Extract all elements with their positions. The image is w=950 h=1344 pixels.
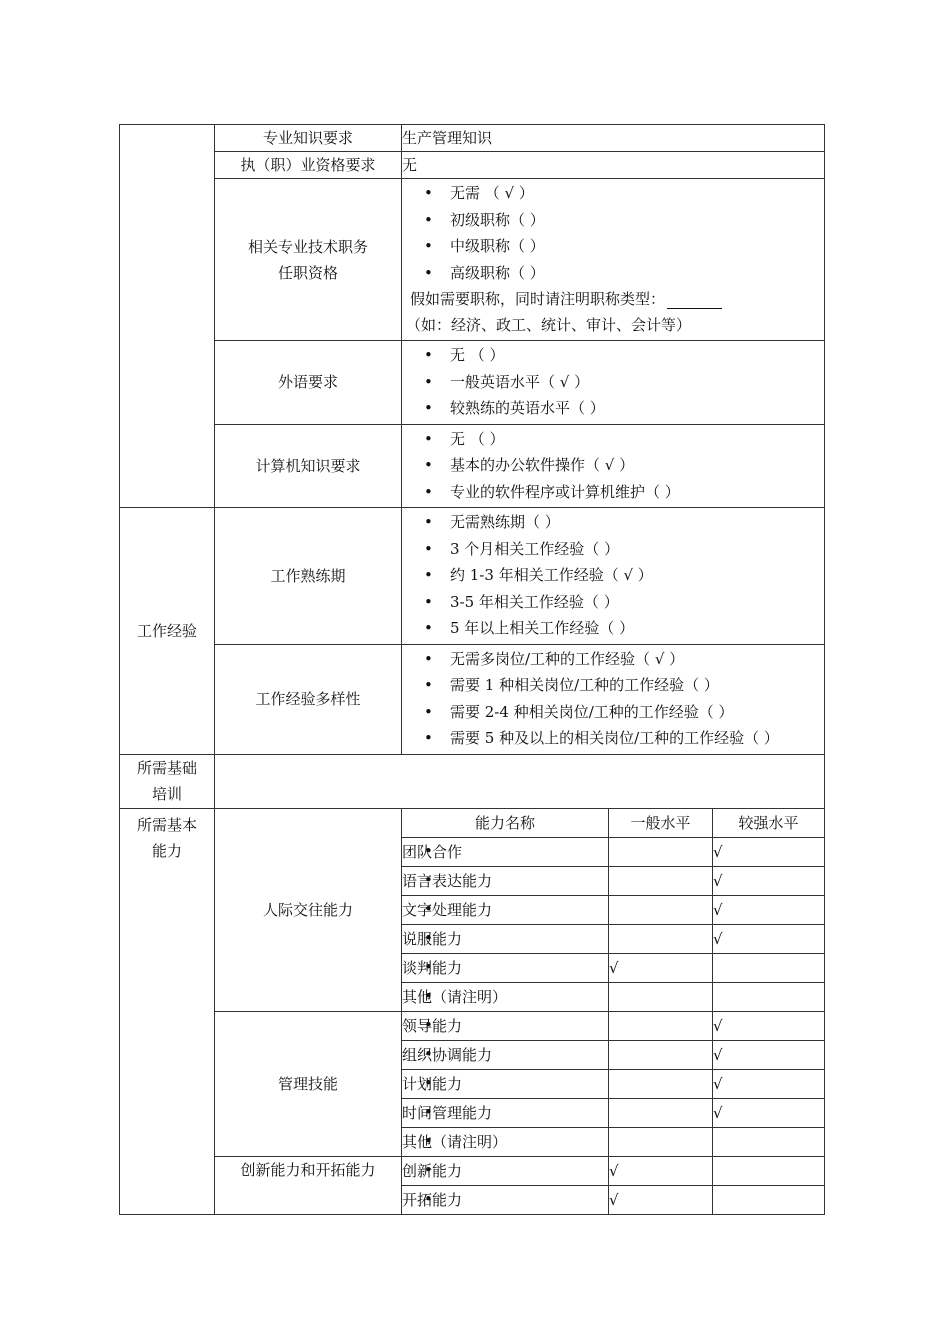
ability-name: • 文字处理能力 — [402, 895, 609, 924]
basic-training-line1: 所需基础 — [136, 759, 197, 777]
strong-mark: √ — [713, 924, 825, 953]
option-item: • 需要 2-4 种相关岗位/工种的工作经验（ ） — [402, 699, 824, 726]
foreign-language-options — [402, 341, 825, 425]
work-proficiency-options — [402, 508, 825, 645]
row-computer — [120, 424, 825, 508]
ability-name: • 计划能力 — [402, 1069, 609, 1098]
row-foreign-language — [120, 341, 825, 425]
qualification-value: 无 — [402, 152, 825, 179]
ability-group-innovation: 创新能力和开拓能力 — [215, 1156, 402, 1214]
qualification-label: 执（职）业资格要求 — [215, 152, 402, 179]
tech-title-label-line2: 任职资格 — [277, 263, 338, 282]
general-mark: √ — [609, 953, 713, 982]
option-item: • 基本的办公软件操作（ √ ） — [402, 452, 824, 479]
general-mark — [609, 924, 713, 953]
prof-knowledge-label: 专业知识要求 — [215, 125, 402, 152]
tech-title-label-line1: 相关专业技术职务 — [247, 237, 368, 256]
strong-mark — [713, 982, 825, 1011]
option-item: • 无 （ ） — [402, 342, 824, 369]
option-item: • 无需熟练期（ ） — [402, 509, 824, 536]
option-item: • 无 （ ） — [402, 426, 824, 453]
ability-name: • 创新能力 — [402, 1156, 609, 1185]
option-item: • 较熟练的英语水平（ ） — [402, 395, 824, 422]
ability-name: • 其他（请注明） — [402, 1127, 609, 1156]
abilities-category — [120, 808, 215, 1214]
basic-training-value — [215, 754, 825, 808]
tech-title-example: （如：经济、政工、统计、审计、会计等） — [406, 316, 692, 334]
option-item: • 专业的软件程序或计算机维护（ ） — [402, 479, 824, 506]
ability-name: • 时间管理能力 — [402, 1098, 609, 1127]
ability-name: • 团队合作 — [402, 837, 609, 866]
general-mark — [609, 837, 713, 866]
work-diversity-label: 工作经验多样性 — [215, 644, 402, 754]
option-item: • 无需 （ √ ） — [402, 180, 824, 207]
table-row — [120, 1011, 825, 1040]
ability-name: • 开拓能力 — [402, 1185, 609, 1214]
general-mark — [609, 895, 713, 924]
strong-mark — [713, 953, 825, 982]
row-work-diversity — [120, 644, 825, 754]
job-requirements-table — [119, 124, 825, 1215]
work-proficiency-label: 工作熟练期 — [215, 508, 402, 645]
ability-group-management: 管理技能 — [215, 1011, 402, 1156]
header-general-level: 一般水平 — [609, 808, 713, 837]
strong-mark: √ — [713, 1098, 825, 1127]
tech-title-options — [402, 179, 825, 341]
basic-training-category — [120, 754, 215, 808]
option-item: • 无需多岗位/工种的工作经验（ √ ） — [402, 646, 824, 673]
ability-name: • 谈判能力 — [402, 953, 609, 982]
general-mark — [609, 1098, 713, 1127]
strong-mark: √ — [713, 1011, 825, 1040]
abilities-category-line2: 能力 — [151, 841, 182, 860]
category-cell-empty — [120, 125, 215, 508]
ability-name: • 语言表达能力 — [402, 866, 609, 895]
work-experience-category: 工作经验 — [120, 508, 215, 755]
row-tech-title — [120, 179, 825, 341]
strong-mark: √ — [713, 895, 825, 924]
strong-mark: √ — [713, 837, 825, 866]
strong-mark — [713, 1127, 825, 1156]
option-item: • 需要 5 种及以上的相关岗位/工种的工作经验（ ） — [402, 725, 824, 752]
strong-mark — [713, 1185, 825, 1214]
ability-name: • 领导能力 — [402, 1011, 609, 1040]
option-item: • 一般英语水平（ √ ） — [402, 369, 824, 396]
fill-in-blank[interactable] — [667, 292, 722, 309]
computer-options — [402, 424, 825, 508]
work-diversity-options — [402, 644, 825, 754]
tech-title-label — [215, 179, 402, 341]
general-mark — [609, 866, 713, 895]
option-item: • 约 1-3 年相关工作经验（ √ ） — [402, 562, 824, 589]
ability-name: • 其他（请注明） — [402, 982, 609, 1011]
abilities-category-line1: 所需基本 — [136, 815, 197, 834]
ability-name: • 组织协调能力 — [402, 1040, 609, 1069]
option-item: • 高级职称（ ） — [402, 260, 824, 287]
general-mark — [609, 982, 713, 1011]
basic-training-line2: 培训 — [151, 785, 182, 803]
row-prof-knowledge — [120, 125, 825, 152]
prof-knowledge-value: 生产管理知识 — [402, 125, 825, 152]
ability-group-interpersonal: 人际交往能力 — [215, 808, 402, 1011]
row-work-proficiency — [120, 508, 825, 645]
option-item: • 初级职称（ ） — [402, 207, 824, 234]
general-mark: √ — [609, 1185, 713, 1214]
strong-mark — [713, 1156, 825, 1185]
general-mark: √ — [609, 1156, 713, 1185]
tech-title-note — [402, 286, 824, 312]
table-row — [120, 1156, 825, 1185]
strong-mark: √ — [713, 1040, 825, 1069]
ability-name: • 说服能力 — [402, 924, 609, 953]
row-qualification — [120, 152, 825, 179]
header-strong-level: 较强水平 — [713, 808, 825, 837]
general-mark — [609, 1069, 713, 1098]
header-ability-name: 能力名称 — [402, 808, 609, 837]
option-item: • 3-5 年相关工作经验（ ） — [402, 589, 824, 616]
foreign-language-label: 外语要求 — [215, 341, 402, 425]
general-mark — [609, 1040, 713, 1069]
strong-mark: √ — [713, 866, 825, 895]
abilities-header-row — [120, 808, 825, 837]
computer-label: 计算机知识要求 — [215, 424, 402, 508]
option-item: • 中级职称（ ） — [402, 233, 824, 260]
general-mark — [609, 1011, 713, 1040]
general-mark — [609, 1127, 713, 1156]
option-item: • 3 个月相关工作经验（ ） — [402, 536, 824, 563]
option-item: • 5 年以上相关工作经验（ ） — [402, 615, 824, 642]
option-item: • 需要 1 种相关岗位/工种的工作经验（ ） — [402, 672, 824, 699]
tech-title-note-text: 假如需要职称，同时请注明职称类型： — [410, 290, 666, 308]
strong-mark: √ — [713, 1069, 825, 1098]
row-basic-training — [120, 754, 825, 808]
